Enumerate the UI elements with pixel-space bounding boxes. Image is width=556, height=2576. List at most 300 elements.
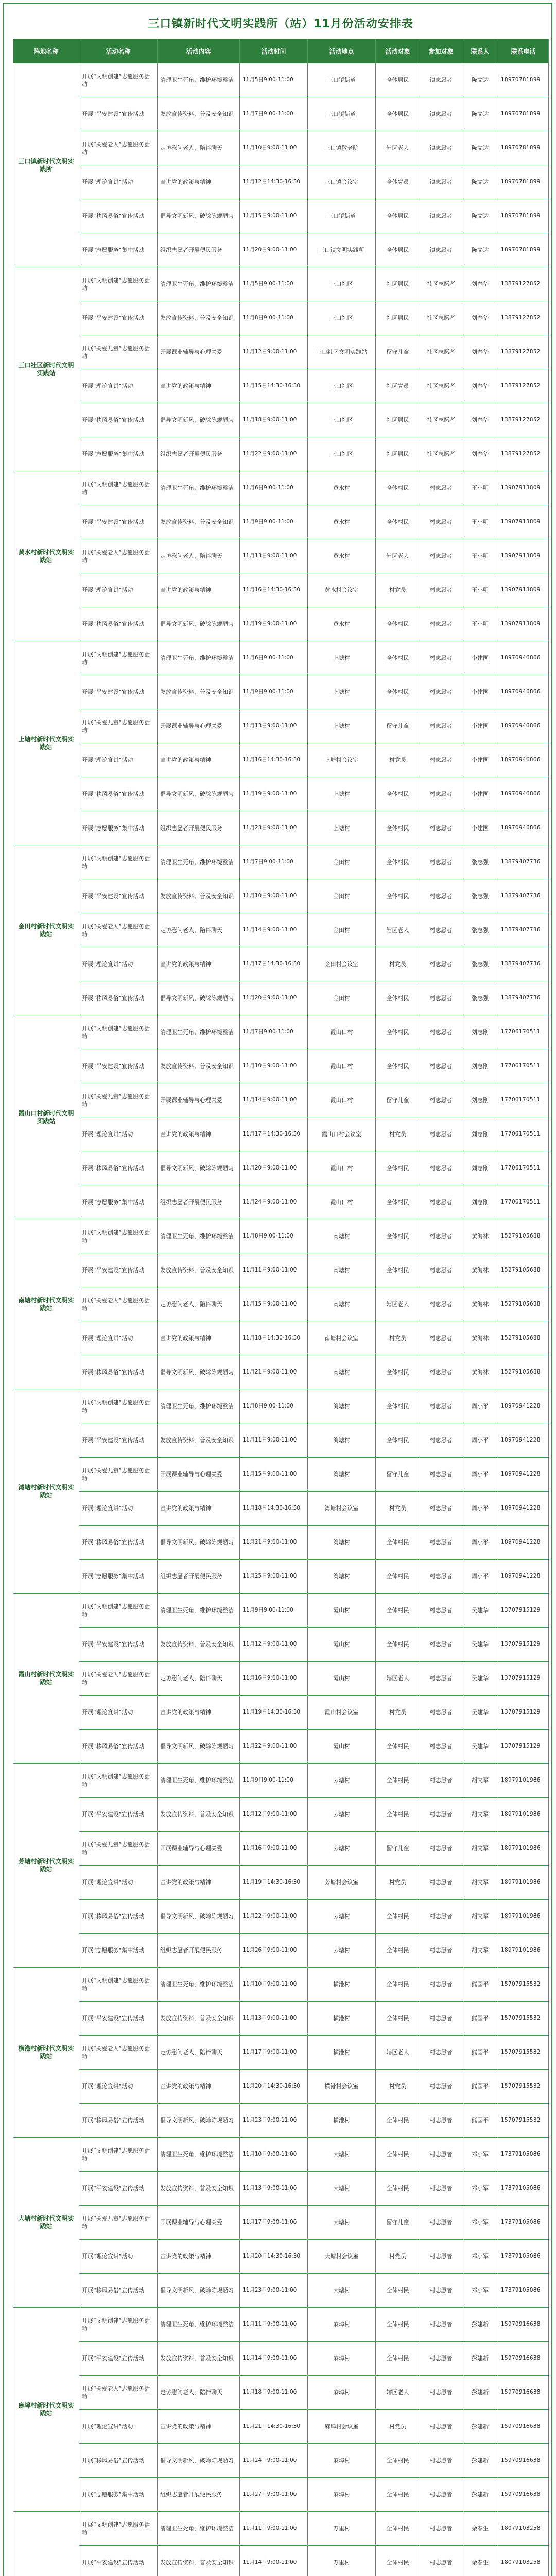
contact-person-cell: 刘志刚: [462, 1185, 498, 1219]
activity-content-cell: 走访慰问老人，陪伴聊天: [158, 2036, 240, 2070]
activity-content-cell: 清理卫生死角，维护环境整洁: [158, 641, 240, 675]
table-row: [13, 1594, 549, 1628]
activity-content-cell: 发放宣传资料，普及安全知识: [158, 879, 240, 913]
participant-cell: 社区志愿者: [420, 403, 462, 437]
contact-person-cell: 周小平: [462, 1526, 498, 1560]
participant-cell: 村志愿者: [420, 1492, 462, 1526]
activity-time-cell: 11月5日9:00-11:00: [240, 267, 308, 301]
participant-cell: 镇志愿者: [420, 165, 462, 199]
participant-cell: 镇志愿者: [420, 131, 462, 165]
station-name-cell: 上塘村新时代文明实践站: [13, 641, 79, 845]
activity-location-cell: 万里村: [308, 2546, 376, 2576]
contact-person-cell: 刘春华: [462, 437, 498, 471]
contact-phone-cell: 17379105086: [498, 2172, 549, 2206]
activity-content-cell: 宣讲党的政策与精神: [158, 947, 240, 981]
activity-name-cell: 开展“关爱老人”志愿服务活动: [79, 131, 158, 165]
audience-cell: 全体村民: [376, 1423, 420, 1458]
contact-person-cell: 熊国平: [462, 2036, 498, 2070]
activity-name-cell: 开展“移风易俗”宣传活动: [79, 2444, 158, 2478]
activity-location-cell: 黄水村: [308, 505, 376, 539]
contact-person-cell: 吴建华: [462, 1594, 498, 1628]
table-row: [13, 1696, 549, 1730]
participant-cell: 村志愿者: [420, 2138, 462, 2172]
table-row: [13, 1015, 549, 1049]
activity-location-cell: 芳塘村: [308, 1798, 376, 1832]
activity-time-cell: 11月21日9:00-11:00: [240, 1355, 308, 1389]
activity-name-cell: 开展“移风易俗”宣传活动: [79, 607, 158, 641]
column-header: 活动对象: [376, 39, 420, 63]
activity-location-cell: 上塘村会议室: [308, 743, 376, 777]
activity-location-cell: 霞山村: [308, 1594, 376, 1628]
activity-time-cell: 11月27日9:00-11:00: [240, 2478, 308, 2512]
activity-location-cell: 上塘村: [308, 641, 376, 675]
participant-cell: 村志愿者: [420, 1526, 462, 1560]
contact-person-cell: 胡文军: [462, 1900, 498, 1934]
activity-time-cell: 11月15日9:00-11:00: [240, 199, 308, 233]
table-row: [13, 1934, 549, 1968]
activity-name-cell: 开展“关爱儿童”志愿服务活动: [79, 1083, 158, 1117]
activity-location-cell: 横港村: [308, 2104, 376, 2138]
contact-phone-cell: 17706170511: [498, 1049, 549, 1083]
contact-phone-cell: 15707915532: [498, 1968, 549, 2002]
activity-time-cell: 11月5日9:00-11:00: [240, 63, 308, 97]
participant-cell: 镇志愿者: [420, 233, 462, 267]
station-name-cell: 芳塘村新时代文明实践站: [13, 1764, 79, 1968]
activity-location-cell: 霞山口村会议室: [308, 1117, 376, 1151]
contact-phone-cell: 18970941228: [498, 1458, 549, 1492]
participant-cell: 村志愿者: [420, 743, 462, 777]
contact-person-cell: 张志强: [462, 845, 498, 879]
activity-content-cell: 清理卫生死角，维护环境整洁: [158, 1015, 240, 1049]
activity-name-cell: 开展“平安建设”宣传活动: [79, 2342, 158, 2376]
contact-person-cell: 彭建新: [462, 2342, 498, 2376]
activity-time-cell: 11月11日9:00-11:00: [240, 1423, 308, 1458]
activity-location-cell: 黄水村: [308, 539, 376, 573]
activity-time-cell: 11月12日9:00-11:00: [240, 1628, 308, 1662]
activity-name-cell: 开展“关爱儿童”志愿服务活动: [79, 335, 158, 369]
contact-phone-cell: 18979101986: [498, 1798, 549, 1832]
participant-cell: 村志愿者: [420, 2410, 462, 2444]
activity-name-cell: 开展“关爱儿童”志愿服务活动: [79, 1832, 158, 1866]
activity-location-cell: 黄水村: [308, 471, 376, 505]
table-row: [13, 131, 549, 165]
activity-name-cell: 开展“文明创建”志愿服务活动: [79, 1219, 158, 1253]
activity-name-cell: 开展“文明创建”志愿服务活动: [79, 641, 158, 675]
participant-cell: 村志愿者: [420, 471, 462, 505]
contact-person-cell: 王小明: [462, 505, 498, 539]
participant-cell: 村志愿者: [420, 2512, 462, 2546]
audience-cell: 全体村民: [376, 505, 420, 539]
activity-time-cell: 11月16日14:30-16:30: [240, 743, 308, 777]
contact-person-cell: 邓小军: [462, 2206, 498, 2240]
activity-time-cell: 11月24日9:00-11:00: [240, 2444, 308, 2478]
table-row: [13, 777, 549, 811]
contact-phone-cell: 18970941228: [498, 1492, 549, 1526]
contact-person-cell: 李建国: [462, 675, 498, 709]
audience-cell: 留守儿童: [376, 1832, 420, 1866]
activity-content-cell: 走访慰问老人，陪伴聊天: [158, 131, 240, 165]
table-row: [13, 2376, 549, 2410]
activity-location-cell: 南塘村: [308, 1219, 376, 1253]
contact-person-cell: 余春生: [462, 2546, 498, 2576]
participant-cell: 村志愿者: [420, 1696, 462, 1730]
contact-phone-cell: 15707915532: [498, 2002, 549, 2036]
table-row: [13, 505, 549, 539]
activity-time-cell: 11月11日9:00-11:00: [240, 1253, 308, 1287]
participant-cell: 村志愿者: [420, 607, 462, 641]
activity-content-cell: 发放宣传资料，普及安全知识: [158, 1049, 240, 1083]
activity-content-cell: 清理卫生死角，维护环境整洁: [158, 1764, 240, 1798]
audience-cell: 全体村民: [376, 2172, 420, 2206]
contact-person-cell: 王小明: [462, 539, 498, 573]
participant-cell: 村志愿者: [420, 1083, 462, 1117]
activity-time-cell: 11月14日9:00-11:00: [240, 913, 308, 947]
audience-cell: 全体居民: [376, 97, 420, 131]
activity-location-cell: 芳塘村: [308, 1764, 376, 1798]
activity-location-cell: 麻埠村: [308, 2444, 376, 2478]
participant-cell: 村志愿者: [420, 2376, 462, 2410]
audience-cell: 留守儿童: [376, 1083, 420, 1117]
audience-cell: 全体村民: [376, 471, 420, 505]
activity-time-cell: 11月20日9:00-11:00: [240, 981, 308, 1015]
participant-cell: 村志愿者: [420, 947, 462, 981]
contact-phone-cell: 18970781899: [498, 131, 549, 165]
activity-content-cell: 宣讲党的政策与精神: [158, 165, 240, 199]
participant-cell: 村志愿者: [420, 1628, 462, 1662]
activity-content-cell: 宣讲党的政策与精神: [158, 2410, 240, 2444]
audience-cell: 全体村民: [376, 1389, 420, 1423]
audience-cell: 全体居民: [376, 63, 420, 97]
audience-cell: 留守儿童: [376, 2206, 420, 2240]
contact-phone-cell: 13707915129: [498, 1628, 549, 1662]
activity-content-cell: 开展课业辅导与心理关爱: [158, 1083, 240, 1117]
activity-time-cell: 11月23日9:00-11:00: [240, 2104, 308, 2138]
contact-person-cell: 吴建华: [462, 1662, 498, 1696]
participant-cell: 村志愿者: [420, 1185, 462, 1219]
contact-phone-cell: 13707915129: [498, 1594, 549, 1628]
activity-location-cell: 湾塘村会议室: [308, 1492, 376, 1526]
contact-person-cell: 彭建新: [462, 2308, 498, 2342]
table-row: [13, 1764, 549, 1798]
activity-name-cell: 开展“关爱儿童”志愿服务活动: [79, 709, 158, 743]
table-row: [13, 2444, 549, 2478]
participant-cell: 村志愿者: [420, 2274, 462, 2308]
audience-cell: 村党员: [376, 947, 420, 981]
contact-person-cell: 李建国: [462, 709, 498, 743]
audience-cell: 全体村民: [376, 981, 420, 1015]
contact-phone-cell: 15970916638: [498, 2444, 549, 2478]
audience-cell: 全体村民: [376, 2546, 420, 2576]
table-row: [13, 675, 549, 709]
activity-name-cell: 开展“平安建设”宣传活动: [79, 1798, 158, 1832]
table-row: [13, 403, 549, 437]
contact-phone-cell: 18970946866: [498, 641, 549, 675]
activity-location-cell: 三口镇敬老院: [308, 131, 376, 165]
table-row: [13, 2138, 549, 2172]
station-name-cell: 横港村新时代文明实践站: [13, 1968, 79, 2138]
participant-cell: 村志愿者: [420, 1764, 462, 1798]
contact-phone-cell: 18979101986: [498, 1764, 549, 1798]
contact-phone-cell: 15970916638: [498, 2308, 549, 2342]
audience-cell: 全体村民: [376, 2002, 420, 2036]
audience-cell: 全体村民: [376, 2342, 420, 2376]
activity-location-cell: 霞山村: [308, 1662, 376, 1696]
activity-location-cell: 三口镇街道: [308, 97, 376, 131]
station-name-cell: 麻埠村新时代文明实践站: [13, 2308, 79, 2512]
participant-cell: 村志愿者: [420, 1355, 462, 1389]
activity-name-cell: 开展“文明创建”志愿服务活动: [79, 1764, 158, 1798]
audience-cell: 全体村民: [376, 2274, 420, 2308]
activity-time-cell: 11月13日9:00-11:00: [240, 539, 308, 573]
activity-content-cell: 发放宣传资料，普及安全知识: [158, 1628, 240, 1662]
activity-content-cell: 清理卫生死角，维护环境整洁: [158, 2512, 240, 2546]
activity-content-cell: 发放宣传资料，普及安全知识: [158, 2546, 240, 2576]
activity-content-cell: 倡导文明新风，破除陈规陋习: [158, 1526, 240, 1560]
activity-name-cell: 开展“平安建设”宣传活动: [79, 1253, 158, 1287]
activity-content-cell: 发放宣传资料，普及安全知识: [158, 2342, 240, 2376]
activity-location-cell: 三口镇街道: [308, 199, 376, 233]
activity-content-cell: 倡导文明新风，破除陈规陋习: [158, 403, 240, 437]
audience-cell: 全体村民: [376, 1594, 420, 1628]
participant-cell: 村志愿者: [420, 641, 462, 675]
activity-time-cell: 11月18日9:00-11:00: [240, 403, 308, 437]
table-row: [13, 709, 549, 743]
audience-cell: 全体村民: [376, 1934, 420, 1968]
contact-phone-cell: 18970941228: [498, 1389, 549, 1423]
activity-location-cell: 横港村: [308, 2036, 376, 2070]
activity-content-cell: 开展课业辅导与心理关爱: [158, 1832, 240, 1866]
activity-name-cell: 开展“志愿服务”集中活动: [79, 437, 158, 471]
contact-person-cell: 黄海林: [462, 1253, 498, 1287]
activity-name-cell: 开展“文明创建”志愿服务活动: [79, 1594, 158, 1628]
activity-time-cell: 11月23日9:00-11:00: [240, 2274, 308, 2308]
activity-time-cell: 11月10日9:00-11:00: [240, 131, 308, 165]
contact-phone-cell: 18970941228: [498, 1423, 549, 1458]
activity-content-cell: 宣讲党的政策与精神: [158, 1492, 240, 1526]
activity-name-cell: 开展“文明创建”志愿服务活动: [79, 2308, 158, 2342]
contact-person-cell: 张志强: [462, 913, 498, 947]
participant-cell: 村志愿者: [420, 2308, 462, 2342]
activity-name-cell: 开展“理论宣讲”活动: [79, 1117, 158, 1151]
participant-cell: 村志愿者: [420, 1662, 462, 1696]
activity-time-cell: 11月13日9:00-11:00: [240, 709, 308, 743]
participant-cell: 村志愿者: [420, 981, 462, 1015]
activity-time-cell: 11月13日9:00-11:00: [240, 2172, 308, 2206]
activity-content-cell: 清理卫生死角，维护环境整洁: [158, 471, 240, 505]
activity-location-cell: 上塘村: [308, 675, 376, 709]
activity-content-cell: 宣讲党的政策与精神: [158, 573, 240, 607]
activity-name-cell: 开展“文明创建”志愿服务活动: [79, 845, 158, 879]
activity-time-cell: 11月6日9:00-11:00: [240, 641, 308, 675]
activity-time-cell: 11月18日14:30-16:30: [240, 1492, 308, 1526]
activity-name-cell: 开展“移风易俗”宣传活动: [79, 199, 158, 233]
activity-name-cell: 开展“移风易俗”宣传活动: [79, 2104, 158, 2138]
activity-location-cell: 南塘村: [308, 1287, 376, 1321]
audience-cell: 村党员: [376, 743, 420, 777]
contact-person-cell: 刘春华: [462, 369, 498, 403]
table-row: [13, 2478, 549, 2512]
contact-person-cell: 陈文达: [462, 63, 498, 97]
activity-time-cell: 11月11日9:00-11:00: [240, 2308, 308, 2342]
activity-content-cell: 发放宣传资料，普及安全知识: [158, 1423, 240, 1458]
participant-cell: 村志愿者: [420, 709, 462, 743]
activity-content-cell: 宣讲党的政策与精神: [158, 1696, 240, 1730]
activity-time-cell: 11月21日14:30-16:30: [240, 2410, 308, 2444]
contact-phone-cell: 17706170511: [498, 1185, 549, 1219]
participant-cell: 村志愿者: [420, 2444, 462, 2478]
activity-time-cell: 11月15日9:00-11:00: [240, 1458, 308, 1492]
contact-person-cell: 刘志刚: [462, 1015, 498, 1049]
activity-time-cell: 11月26日9:00-11:00: [240, 1934, 308, 1968]
column-header: 活动内容: [158, 39, 240, 63]
activity-content-cell: 宣讲党的政策与精神: [158, 1866, 240, 1900]
contact-phone-cell: 13707915129: [498, 1730, 549, 1764]
column-header: 活动时间: [240, 39, 308, 63]
activity-name-cell: 开展“理论宣讲”活动: [79, 947, 158, 981]
activity-content-cell: 开展课业辅导与心理关爱: [158, 335, 240, 369]
table-row: [13, 63, 549, 97]
activity-content-cell: 宣讲党的政策与精神: [158, 2240, 240, 2274]
contact-phone-cell: 18970946866: [498, 811, 549, 845]
audience-cell: 辖区老人: [376, 131, 420, 165]
activity-content-cell: 倡导文明新风，破除陈规陋习: [158, 607, 240, 641]
activity-time-cell: 11月20日14:30-16:30: [240, 2070, 308, 2104]
contact-person-cell: 刘春华: [462, 267, 498, 301]
table-row: [13, 2206, 549, 2240]
activity-location-cell: 南塘村: [308, 1253, 376, 1287]
contact-phone-cell: 13907913809: [498, 607, 549, 641]
contact-phone-cell: 15279105688: [498, 1219, 549, 1253]
activity-time-cell: 11月8日9:00-11:00: [240, 1219, 308, 1253]
table-row: [13, 1287, 549, 1321]
activity-name-cell: 开展“文明创建”志愿服务活动: [79, 63, 158, 97]
audience-cell: 全体村民: [376, 641, 420, 675]
contact-phone-cell: 18970781899: [498, 63, 549, 97]
audience-cell: 留守儿童: [376, 709, 420, 743]
activity-time-cell: 11月22日9:00-11:00: [240, 1730, 308, 1764]
audience-cell: 全体党员: [376, 165, 420, 199]
activity-location-cell: 金田村: [308, 981, 376, 1015]
activity-content-cell: 倡导文明新风，破除陈规陋习: [158, 199, 240, 233]
table-row: [13, 1389, 549, 1423]
participant-cell: 村志愿者: [420, 1287, 462, 1321]
participant-cell: 村志愿者: [420, 2342, 462, 2376]
contact-person-cell: 刘志刚: [462, 1151, 498, 1185]
activity-time-cell: 11月16日9:00-11:00: [240, 1832, 308, 1866]
activity-location-cell: 三口社区: [308, 301, 376, 335]
table-row: [13, 2104, 549, 2138]
participant-cell: 村志愿者: [420, 1798, 462, 1832]
contact-person-cell: 张志强: [462, 947, 498, 981]
activity-content-cell: 开展课业辅导与心理关爱: [158, 709, 240, 743]
activity-time-cell: 11月17日14:30-16:30: [240, 947, 308, 981]
audience-cell: 全体村民: [376, 607, 420, 641]
participant-cell: 村志愿者: [420, 2240, 462, 2274]
audience-cell: 全体村民: [376, 1049, 420, 1083]
activity-content-cell: 清理卫生死角，维护环境整洁: [158, 1219, 240, 1253]
table-row: [13, 97, 549, 131]
audience-cell: 全体村民: [376, 845, 420, 879]
contact-person-cell: 邓小军: [462, 2172, 498, 2206]
table-row: [13, 165, 549, 199]
participant-cell: 村志愿者: [420, 1219, 462, 1253]
participant-cell: 村志愿者: [420, 505, 462, 539]
contact-person-cell: 熊国平: [462, 2104, 498, 2138]
activity-content-cell: 倡导文明新风，破除陈规陋习: [158, 1900, 240, 1934]
audience-cell: 辖区老人: [376, 2376, 420, 2410]
contact-person-cell: 彭建新: [462, 2410, 498, 2444]
activity-location-cell: 芳塘村: [308, 1900, 376, 1934]
table-row: [13, 267, 549, 301]
contact-person-cell: 王小明: [462, 607, 498, 641]
activity-content-cell: 倡导文明新风，破除陈规陋习: [158, 981, 240, 1015]
activity-location-cell: 黄水村: [308, 607, 376, 641]
activity-location-cell: 霞山口村: [308, 1151, 376, 1185]
activity-content-cell: 倡导文明新风，破除陈规陋习: [158, 1730, 240, 1764]
audience-cell: 全体村民: [376, 1355, 420, 1389]
activity-location-cell: 三口镇会议室: [308, 165, 376, 199]
contact-phone-cell: 18970946866: [498, 675, 549, 709]
activity-time-cell: 11月12日9:00-11:00: [240, 335, 308, 369]
contact-person-cell: 刘春华: [462, 403, 498, 437]
activity-location-cell: 芳塘村: [308, 1832, 376, 1866]
contact-person-cell: 邓小军: [462, 2240, 498, 2274]
activity-content-cell: 走访慰问老人，陪伴聊天: [158, 539, 240, 573]
activity-name-cell: 开展“志愿服务”集中活动: [79, 1560, 158, 1594]
audience-cell: 全体村民: [376, 1526, 420, 1560]
participant-cell: 村志愿者: [420, 1832, 462, 1866]
column-header: 联系人: [462, 39, 498, 63]
activity-content-cell: 发放宣传资料，普及安全知识: [158, 675, 240, 709]
activity-location-cell: 上塘村: [308, 709, 376, 743]
station-name-cell: 霞山口村新时代文明实践站: [13, 1015, 79, 1219]
activity-location-cell: 芳塘村: [308, 1934, 376, 1968]
activity-name-cell: 开展“移风易俗”宣传活动: [79, 1900, 158, 1934]
activity-name-cell: 开展“关爱老人”志愿服务活动: [79, 2036, 158, 2070]
activity-name-cell: 开展“志愿服务”集中活动: [79, 233, 158, 267]
participant-cell: 社区志愿者: [420, 267, 462, 301]
contact-person-cell: 刘春华: [462, 335, 498, 369]
audience-cell: 全体村民: [376, 675, 420, 709]
contact-phone-cell: 15279105688: [498, 1355, 549, 1389]
activity-location-cell: 霞山村: [308, 1730, 376, 1764]
activity-name-cell: 开展“文明创建”志愿服务活动: [79, 1389, 158, 1423]
activity-location-cell: 万里村: [308, 2512, 376, 2546]
audience-cell: 社区居民: [376, 301, 420, 335]
activity-content-cell: 倡导文明新风，破除陈规陋习: [158, 2274, 240, 2308]
activity-content-cell: 发放宣传资料，普及安全知识: [158, 2172, 240, 2206]
table-row: [13, 1355, 549, 1389]
activity-content-cell: 走访慰问老人，陪伴聊天: [158, 913, 240, 947]
contact-phone-cell: 15279105688: [498, 1287, 549, 1321]
activity-location-cell: 南塘村会议室: [308, 1321, 376, 1355]
activity-location-cell: 三口社区: [308, 267, 376, 301]
contact-person-cell: 胡文军: [462, 1934, 498, 1968]
audience-cell: 全体村民: [376, 777, 420, 811]
table-row: [13, 1628, 549, 1662]
audience-cell: 村党员: [376, 1696, 420, 1730]
activity-name-cell: 开展“文明创建”志愿服务活动: [79, 1968, 158, 2002]
page-frame: [3, 3, 552, 2576]
activity-time-cell: 11月22日9:00-11:00: [240, 437, 308, 471]
contact-phone-cell: 15279105688: [498, 1321, 549, 1355]
activity-time-cell: 11月14日9:00-11:00: [240, 1083, 308, 1117]
audience-cell: 全体村民: [376, 1015, 420, 1049]
table-row: [13, 233, 549, 267]
table-row: [13, 2342, 549, 2376]
activity-name-cell: 开展“文明创建”志愿服务活动: [79, 267, 158, 301]
table-row: [13, 743, 549, 777]
